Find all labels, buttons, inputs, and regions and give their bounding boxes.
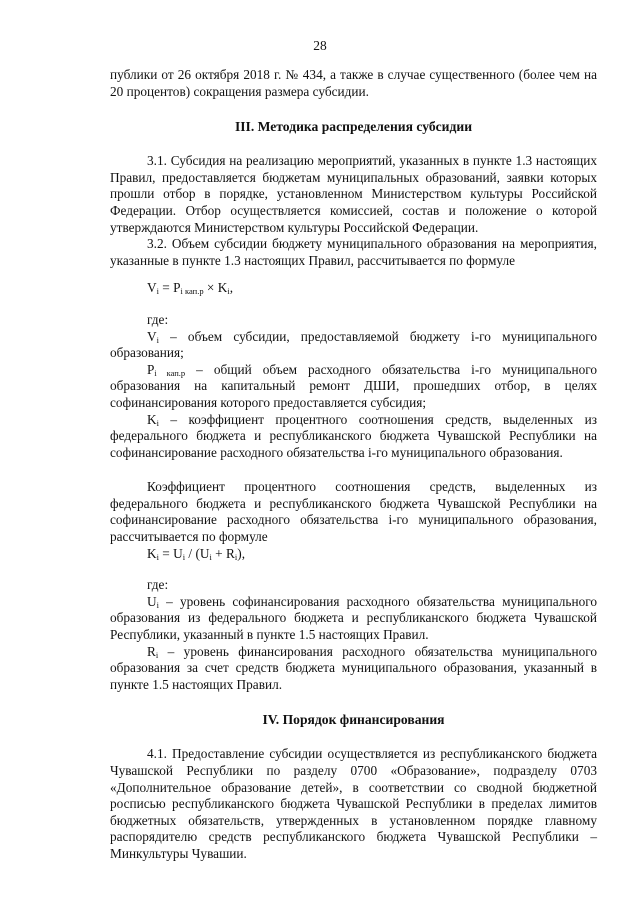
- definition-v: $V_i$ – объем субсидии, предоставляемой бюджету i-го муниципального образования;: [110, 328, 597, 361]
- section-3-title: III. Методика распределения субсидии: [234, 119, 473, 135]
- definition-k: $K_i$ – коэффициент процентного соотношения средств, выделенных из федерального бюджета и республиканского бюджета Чувашской Республики на софинансирование расходного обязательства i-го муниципального образования.: [110, 411, 597, 460]
- definition-p: $P_{i кап.р}$ – общий объем расходного обязательства i-го муниципального образования на капитальный ремонт ДШИ, прошедших отбор, в целях софинансирования которого предоставляется субсидия;: [110, 361, 597, 410]
- page-number: 28: [313, 38, 327, 53]
- page-body: [110, 67, 597, 863]
- intro-paragraph: публики от 26 октября 2018 г. № 434, а также в случае существенного (более чем на 20 процентов) сокращения размера субсидии.: [110, 67, 597, 99]
- where-label-1: где:: [147, 311, 169, 327]
- paragraph-3-1: 3.1. Субсидия на реализацию мероприятий, указанных в пункте 1.3 настоящих Правил, предоставляется бюджетам муниципальных образований, заявки которых прошли отбор в порядке, установленном Министерством культуры Российской Федерации. Отбор осуществляется комиссией, состав и положение о которой утверждаются Министерством культуры Российской Федерации.: [110, 153, 597, 235]
- coefficient-paragraph: Коэффициент процентного соотношения средств, выделенных из федерального бюджета и республиканского бюджета Чувашской Республики на софинансирование расходного обязательства i-го муниципального образования, рассчитывается по формуле: [110, 479, 597, 545]
- section-4-title: IV. Порядок финансирования: [262, 712, 445, 728]
- definition-u: $U_i$ – уровень софинансирования расходного обязательства муниципального образования из федерального бюджета и республиканского бюджета Чувашской Республики, указанный в пункте 1.5 настоящих Правил.: [110, 593, 597, 643]
- definition-r: $R_i$ – уровень финансирования расходного обязательства муниципального образования за счет средств бюджета муниципального образования, указанный в пункте 1.5 настоящих Правил.: [110, 643, 597, 692]
- paragraph-3-2: 3.2. Объем субсидии бюджету муниципального образования на мероприятия, указанные в пункте 1.3 настоящих Правил, рассчитывается по формуле: [110, 236, 597, 268]
- paragraph-4-1: 4.1. Предоставление субсидии осуществляется из республиканского бюджета Чувашской Республики по разделу 0700 «Образование», подразделу 0703 «Дополнительное образование детей», в соответствии со сводной бюджетной росписью республиканского бюджета Чувашской Республики в пределах лимитов бюджетных обязательств, утвержденных в установленном порядке главному распорядителю средств республиканского бюджета Чувашской Республики – Минкультуры Чувашии.: [110, 746, 597, 861]
- formula-coefficient: $K_i = U_i / (U_i + R_i)$,: [147, 545, 246, 562]
- formula-subsidy-volume: $V_i = P_{i кап.р} \times K_i$,: [147, 280, 234, 297]
- where-label-2: где:: [147, 577, 169, 593]
